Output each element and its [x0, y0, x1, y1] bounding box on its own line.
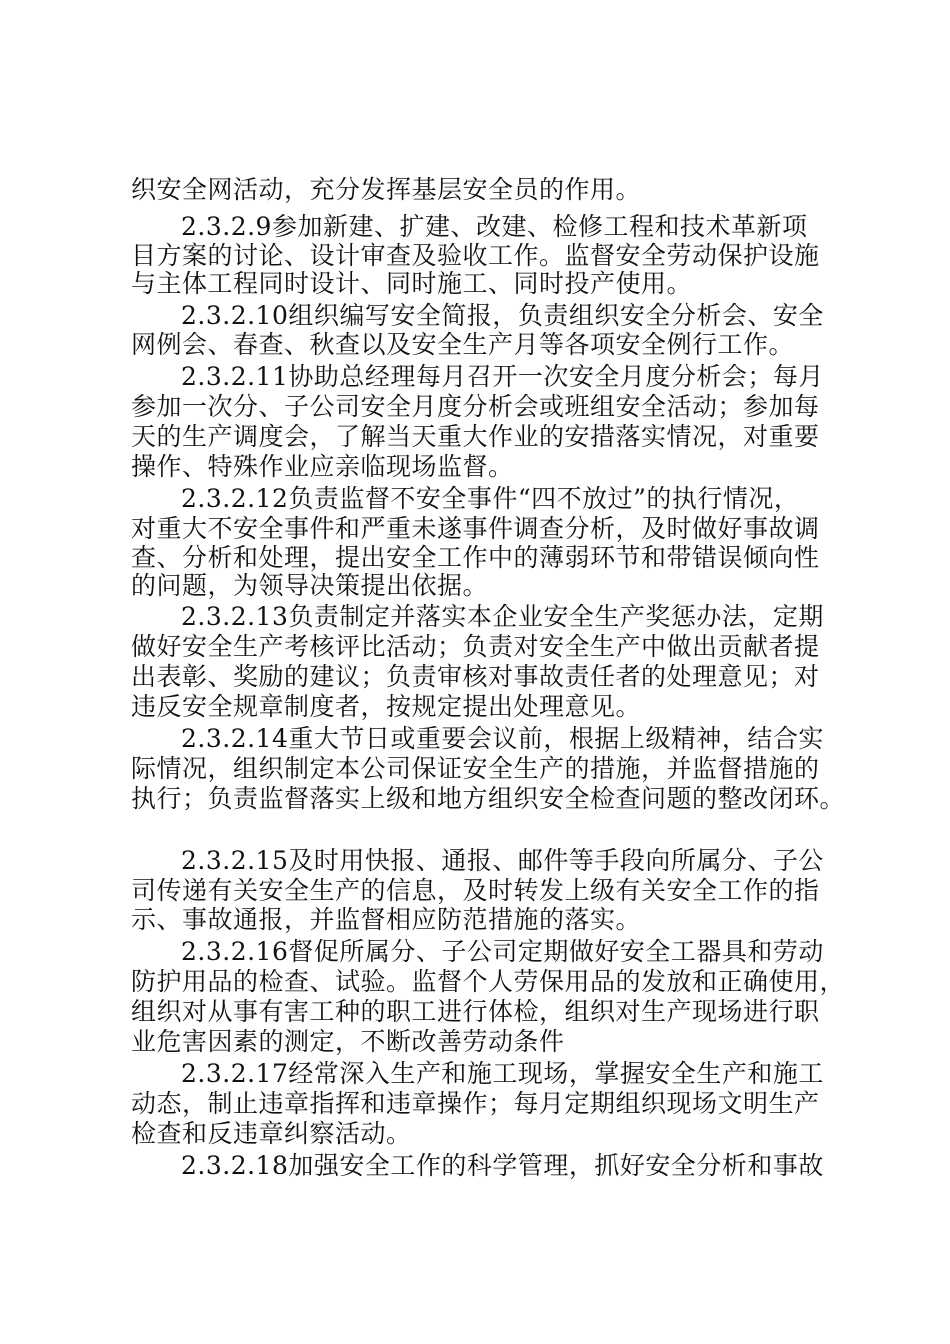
- text-line: 对重大不安全事件和严重未遂事件调查分析，及时做好事故调: [131, 514, 820, 543]
- text-line: 网例会、春查、秋查以及安全生产月等各项安全例行工作。: [131, 330, 795, 359]
- text-line: 动态，制止违章指挥和违章操作；每月定期组织现场文明生产: [131, 1089, 820, 1118]
- clause-2-3-2-11: 2.3.2.11协助总经理每月召开一次安全月度分析会；每月: [181, 362, 824, 391]
- text-line: 目方案的讨论、设计审查及验收工作。监督安全劳动保护设施: [131, 241, 820, 270]
- clause-2-3-2-18: 2.3.2.18加强安全工作的科学管理，抓好安全分析和事故: [181, 1151, 824, 1180]
- text-line: 参加一次分、子公司安全月度分析会或班组安全活动；参加每: [131, 392, 820, 421]
- text-line: 查、分析和处理，提出安全工作中的薄弱环节和带错误倾向性: [131, 543, 820, 572]
- text-line: 执行；负责监督落实上级和地方组织安全检查问题的整改闭环。: [131, 784, 846, 813]
- text-line: 操作、特殊作业应亲临现场监督。: [131, 452, 514, 481]
- text-line: 示、事故通报，并监督相应防范措施的落实。: [131, 905, 642, 934]
- clause-2-3-2-10: 2.3.2.10组织编写安全简报，负责组织安全分析会、安全: [181, 301, 824, 330]
- text-line: 的问题，为领导决策提出依据。: [131, 571, 489, 600]
- clause-2-3-2-15: 2.3.2.15及时用快报、通报、邮件等手段向所属分、子公: [181, 846, 824, 875]
- text-line: 业危害因素的测定，不断改善劳动条件: [131, 1027, 565, 1056]
- clause-2-3-2-16: 2.3.2.16督促所属分、子公司定期做好安全工器具和劳动: [181, 937, 824, 966]
- text-line: 出表彰、奖励的建议；负责审核对事故责任者的处理意见；对: [131, 662, 820, 691]
- text-line: 防护用品的检查、试验。监督个人劳保用品的发放和正确使用，: [131, 967, 846, 996]
- clause-2-3-2-13: 2.3.2.13负责制定并落实本企业安全生产奖惩办法，定期: [181, 602, 824, 631]
- clause-2-3-2-12: 2.3.2.12负责监督不安全事件“四不放过”的执行情况，: [181, 484, 800, 513]
- text-line: 违反安全规章制度者，按规定提出处理意见。: [131, 692, 642, 721]
- text-line: 组织对从事有害工种的职工进行体检，组织对生产现场进行职: [131, 997, 820, 1026]
- text-line: 司传递有关安全生产的信息，及时转发上级有关安全工作的指: [131, 876, 820, 905]
- text-line: 织安全网活动，充分发挥基层安全员的作用。: [131, 175, 642, 204]
- clause-2-3-2-17: 2.3.2.17经常深入生产和施工现场，掌握安全生产和施工: [181, 1059, 824, 1088]
- text-line: 与主体工程同时设计、同时施工、同时投产使用。: [131, 269, 693, 298]
- clause-2-3-2-9: 2.3.2.9参加新建、扩建、改建、检修工程和技术革新项: [181, 212, 808, 241]
- text-line: 检查和反违章纠察活动。: [131, 1119, 412, 1148]
- clause-2-3-2-14: 2.3.2.14重大节日或重要会议前，根据上级精神，结合实: [181, 724, 824, 753]
- text-line: 天的生产调度会，了解当天重大作业的安措落实情况，对重要: [131, 422, 820, 451]
- text-line: 际情况，组织制定本公司保证安全生产的措施，并监督措施的: [131, 754, 820, 783]
- text-line: 做好安全生产考核评比活动；负责对安全生产中做出贡献者提: [131, 632, 820, 661]
